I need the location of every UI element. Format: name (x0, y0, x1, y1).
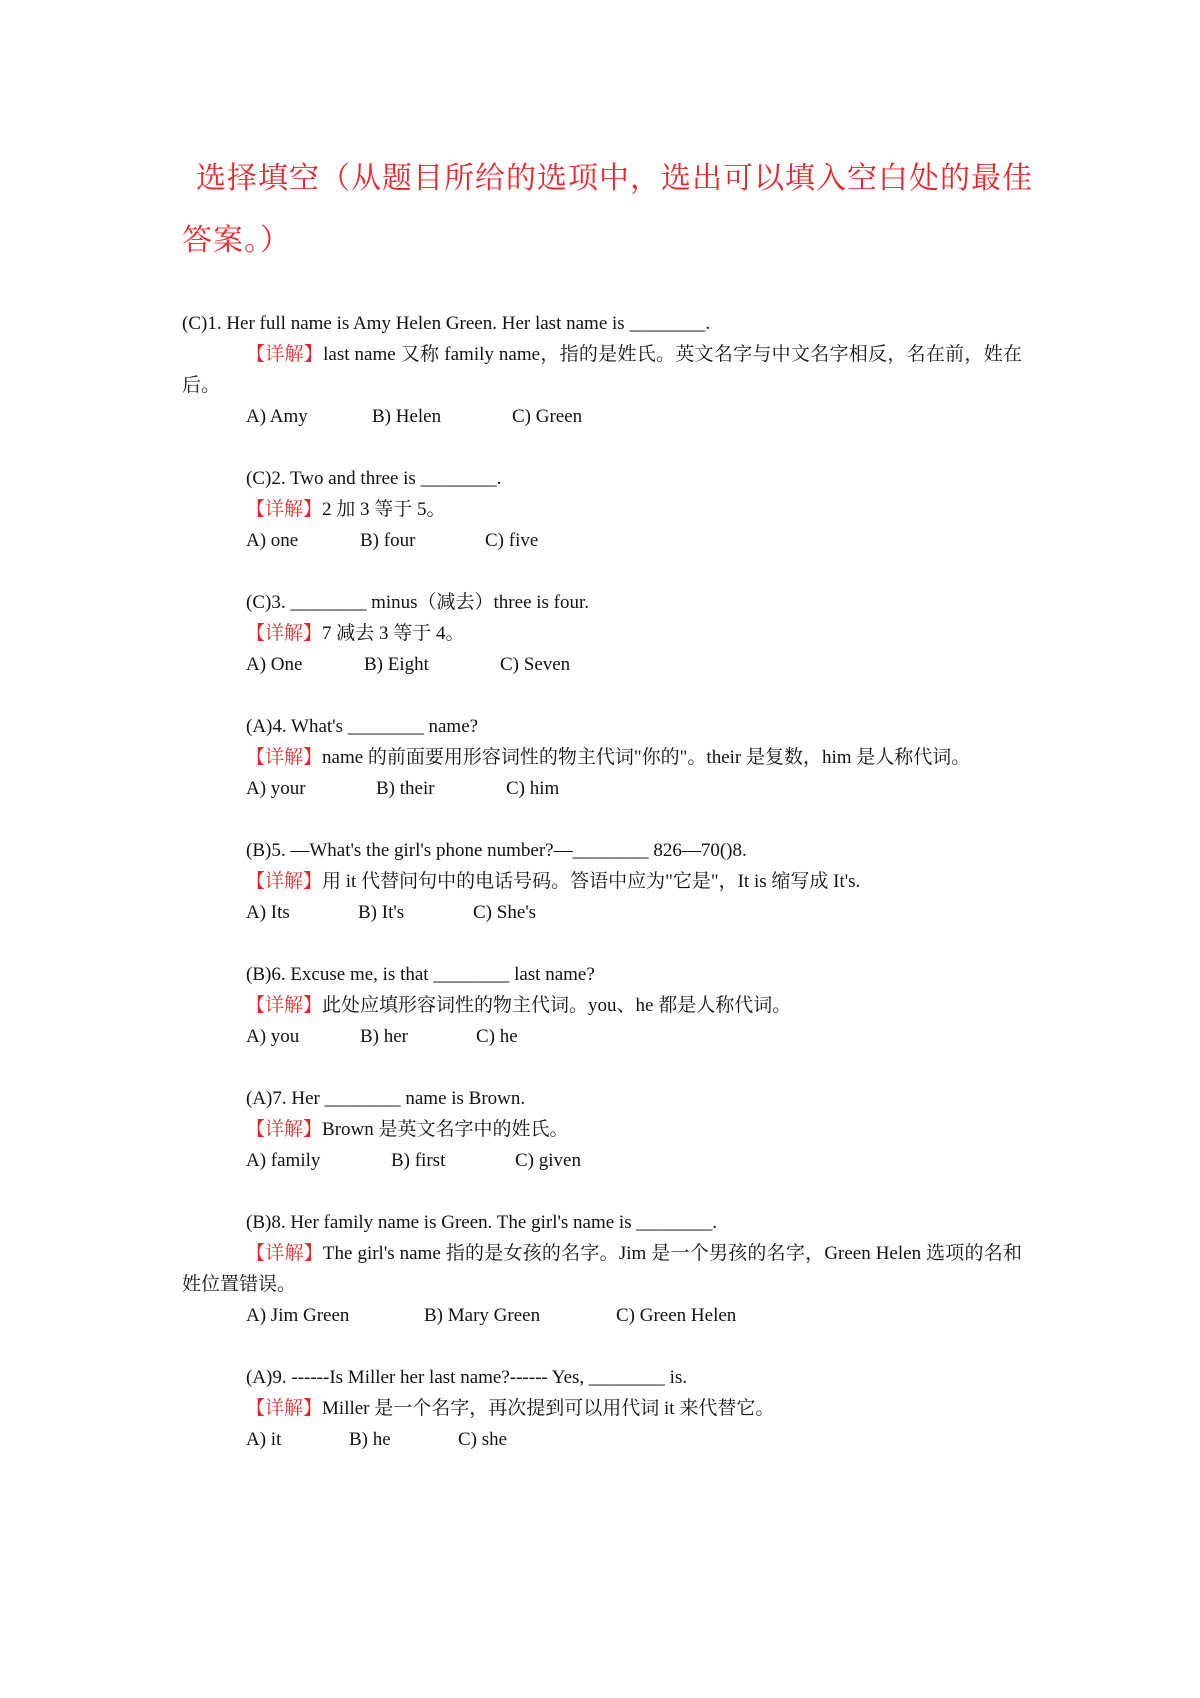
option-row (182, 773, 1022, 804)
option-c: C) Green Helen (616, 1305, 737, 1326)
option-b: B) he (349, 1429, 391, 1450)
explanation-tag: 【详解】 (246, 1398, 323, 1419)
option-c: C) he (476, 1026, 518, 1047)
explanation-text: name 的前面要用形容词性的物主代词"你的"。their 是复数，him 是人称代词。 (322, 747, 971, 768)
question-stem: (B)6. Excuse me, is that ________ last name? (246, 964, 595, 985)
explanation (182, 618, 1022, 649)
explanation-text: 此处应填形容词性的物主代词。you、he 都是人称代词。 (322, 995, 792, 1016)
option-b: B) It's (358, 902, 405, 923)
question-item (182, 463, 1022, 556)
option-b: B) first (391, 1150, 446, 1171)
option-row (182, 897, 1022, 928)
explanation (182, 1114, 1022, 1145)
explanation-tag: 【详解】 (246, 1119, 323, 1140)
option-b: B) her (360, 1026, 409, 1047)
question-list (182, 308, 1022, 1486)
option-c: C) given (515, 1150, 581, 1171)
explanation-text: Brown 是英文名字中的姓氏。 (322, 1119, 569, 1140)
option-row (182, 1300, 1022, 1331)
explanation-text: last name 又称 family name，指的是姓氏。英文名字与中文名字相反，名在前，姓在后。 (182, 344, 1022, 396)
option-c: C) Seven (500, 654, 571, 675)
explanation-tag: 【详解】 (246, 499, 323, 520)
question-item (182, 587, 1022, 680)
option-row (182, 401, 1022, 432)
explanation (182, 866, 1022, 897)
option-a: A) it (246, 1429, 282, 1450)
option-a: A) One (246, 654, 303, 675)
explanation-tag: 【详解】 (246, 1243, 323, 1264)
option-b: B) Mary Green (424, 1305, 541, 1326)
question-item (182, 959, 1022, 1052)
option-row (182, 1424, 1022, 1455)
explanation-tag: 【详解】 (246, 623, 323, 644)
section-title: 选择填空（从题目所给的选项中，选出可以填入空白处的最佳答案。） (182, 161, 1033, 258)
question-item (182, 308, 1022, 432)
explanation (182, 1238, 1022, 1300)
explanation-text: Miller 是一个名字，再次提到可以用代词 it 来代替它。 (322, 1398, 775, 1419)
question-item (182, 835, 1022, 928)
question-item (182, 711, 1022, 804)
option-a: A) one (246, 530, 299, 551)
question-stem: (A)9. ------Is Miller her last name?------ Yes, ________ is. (246, 1367, 688, 1388)
option-c: C) him (506, 778, 560, 799)
question-stem: (C)1. Her full name is Amy Helen Green. Her last name is ________. (182, 313, 711, 334)
question-stem: (C)2. Two and three is ________. (246, 468, 502, 489)
explanation-tag: 【详解】 (246, 995, 323, 1016)
explanation (182, 990, 1022, 1021)
explanation (182, 1393, 1022, 1424)
question-stem: (C)3. ________ minus（减去）three is four. (246, 592, 590, 613)
option-c: C) five (485, 530, 539, 551)
option-a: A) family (246, 1150, 321, 1171)
question-stem: (A)4. What's ________ name? (246, 716, 479, 737)
option-a: A) Its (246, 902, 290, 923)
question-stem: (A)7. Her ________ name is Brown. (246, 1088, 526, 1109)
question-item (182, 1207, 1022, 1331)
option-c: C) she (458, 1429, 508, 1450)
option-b: B) Eight (364, 654, 429, 675)
option-b: B) Helen (372, 406, 442, 427)
question-stem: (B)5. —What's the girl's phone number?—________ 826—70()8. (246, 840, 747, 861)
option-row (182, 1021, 1022, 1052)
explanation-text: 2 加 3 等于 5。 (322, 499, 446, 520)
option-a: A) you (246, 1026, 300, 1047)
option-c: C) She's (473, 902, 537, 923)
option-row (182, 1145, 1022, 1176)
explanation-tag: 【详解】 (246, 344, 324, 365)
option-b: B) their (376, 778, 435, 799)
option-a: A) your (246, 778, 306, 799)
explanation-text: The girl's name 指的是女孩的名字。Jim 是一个男孩的名字，Green Helen 选项的名和姓位置错误。 (182, 1243, 1022, 1295)
explanation-tag: 【详解】 (246, 747, 323, 768)
explanation (182, 339, 1022, 401)
explanation-text: 用 it 代替问句中的电话号码。答语中应为"它是"，It is 缩写成 It's. (322, 871, 861, 892)
explanation-tag: 【详解】 (246, 871, 323, 892)
option-a: A) Amy (246, 406, 308, 427)
explanation (182, 494, 1022, 525)
explanation (182, 742, 1022, 773)
question-stem: (B)8. Her family name is Green. The girl's name is ________. (246, 1212, 718, 1233)
option-a: A) Jim Green (246, 1305, 350, 1326)
option-b: B) four (360, 530, 416, 551)
option-row (182, 525, 1022, 556)
option-row (182, 649, 1022, 680)
option-c: C) Green (512, 406, 583, 427)
question-item (182, 1083, 1022, 1176)
explanation-text: 7 减去 3 等于 4。 (322, 623, 465, 644)
question-item (182, 1362, 1022, 1455)
